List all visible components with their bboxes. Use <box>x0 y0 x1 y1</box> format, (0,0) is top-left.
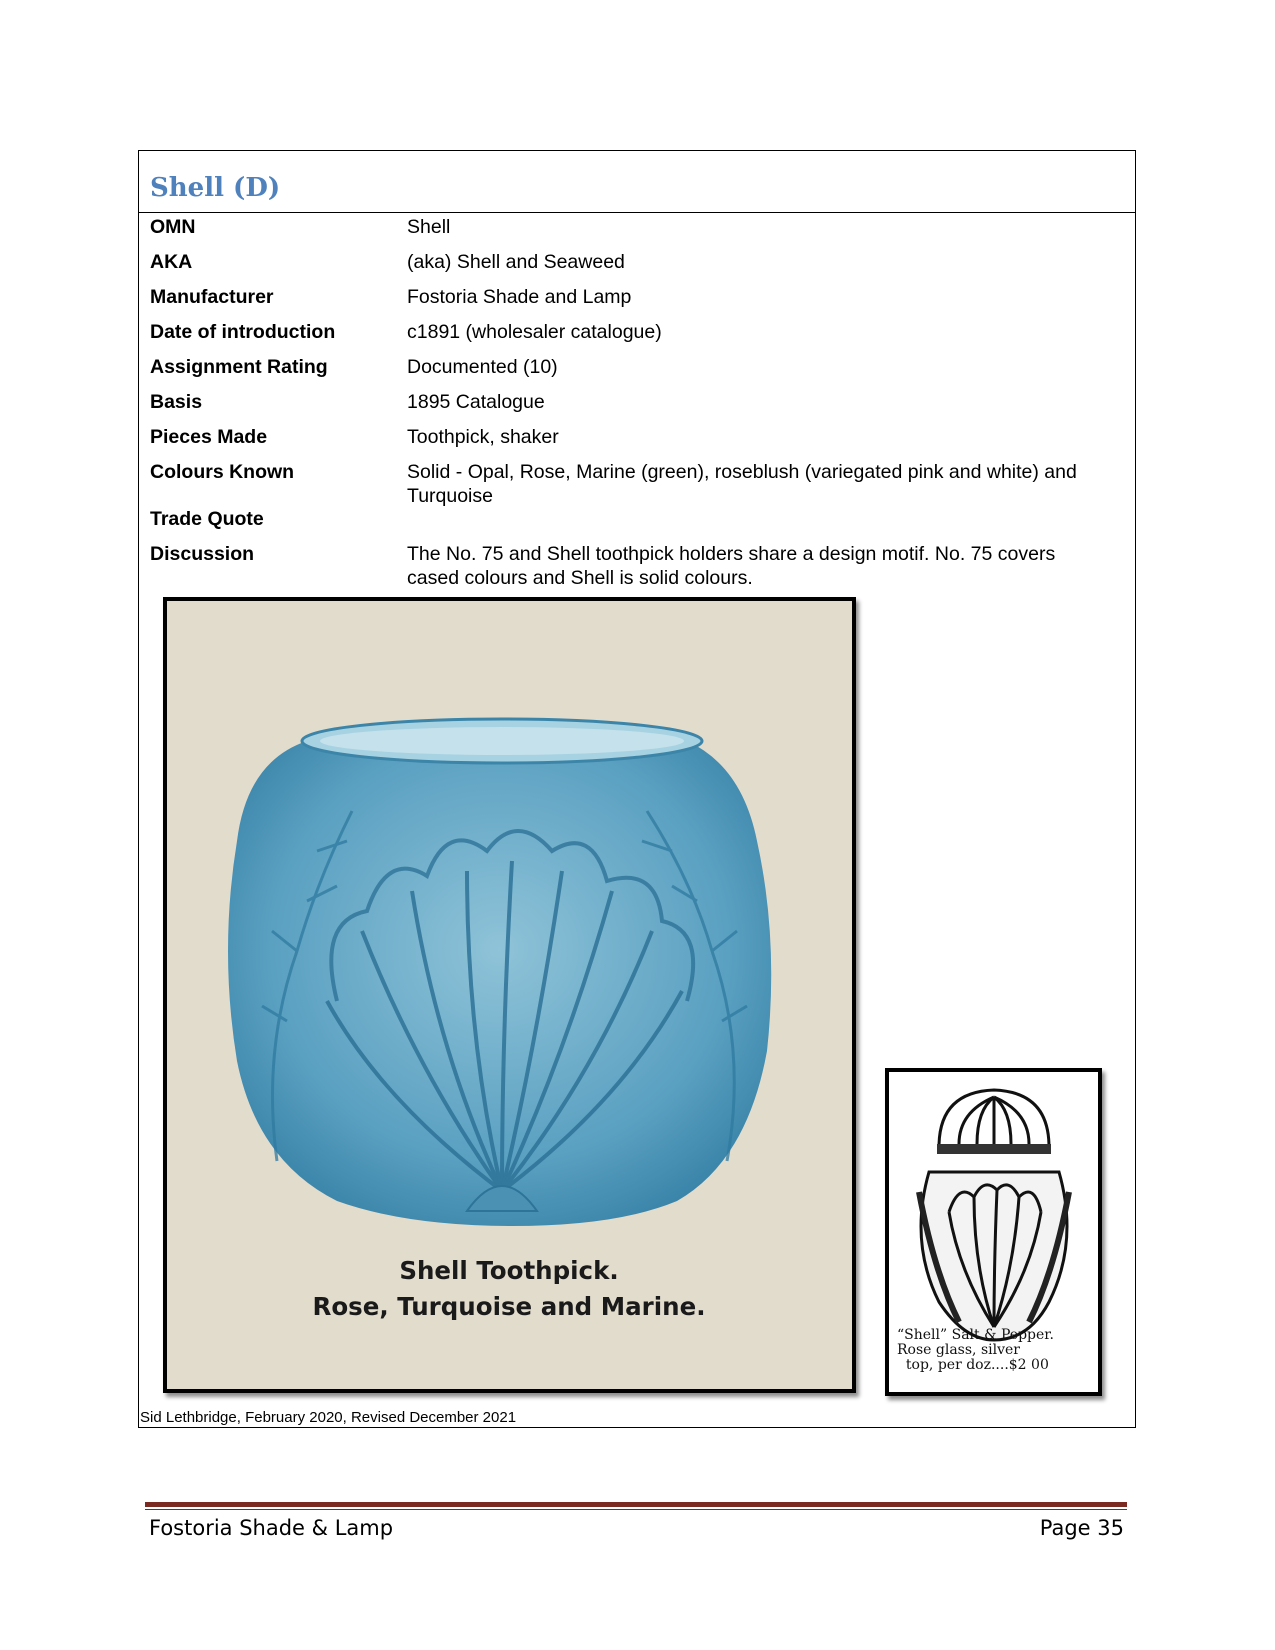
page-title: Shell (D) <box>150 173 281 203</box>
field-label: OMN <box>150 216 196 238</box>
ad-caption-line1: “Shell” Salt & Pepper. <box>897 1327 1054 1343</box>
field-label: Pieces Made <box>150 426 268 448</box>
field-label: Discussion <box>150 543 255 565</box>
footer-rule-thin <box>145 1509 1127 1510</box>
footer-publication-title: Fostoria Shade & Lamp <box>149 1516 394 1540</box>
field-value: Toothpick, shaker <box>407 426 559 448</box>
field-value: Fostoria Shade and Lamp <box>407 286 632 308</box>
salt-pepper-ad <box>885 1068 1102 1396</box>
photo-caption-line1: Shell Toothpick. <box>399 1256 619 1285</box>
ad-caption-line3: top, per doz....$2 00 <box>897 1357 1049 1373</box>
field-label: Basis <box>150 391 203 413</box>
field-label: Manufacturer <box>150 286 274 308</box>
footer-page-number: Page 35 <box>1039 1516 1124 1540</box>
field-value: 1895 Catalogue <box>407 391 545 413</box>
field-label: Date of introduction <box>150 321 336 343</box>
field-label: AKA <box>150 251 193 273</box>
field-value: Shell <box>407 216 451 238</box>
photo-caption-line2: Rose, Turquoise and Marine. <box>312 1292 706 1321</box>
field-value: (aka) Shell and Seaweed <box>407 251 625 273</box>
field-label: Colours Known <box>150 461 295 483</box>
author-credit: Sid Lethbridge, February 2020, Revised December 2021 <box>140 1409 517 1426</box>
field-value: Solid - Opal, Rose, Marine (green), roseblush (variegated pink and white) and Turquoise <box>407 461 1077 507</box>
field-label: Trade Quote <box>150 508 264 530</box>
field-value: Documented (10) <box>407 356 558 378</box>
toothpick-photo <box>163 597 856 1393</box>
footer-rule <box>145 1502 1127 1507</box>
ad-caption-line2: Rose glass, silver <box>897 1342 1020 1358</box>
field-value: The No. 75 and Shell toothpick holders share a design motif. No. 75 covers cased colours and Shell is solid colours. <box>407 543 1056 589</box>
field-value: c1891 (wholesaler catalogue) <box>407 321 662 343</box>
shell-toothpick-illustration <box>167 601 852 1389</box>
field-label: Assignment Rating <box>150 356 328 378</box>
title-row <box>139 151 1135 213</box>
